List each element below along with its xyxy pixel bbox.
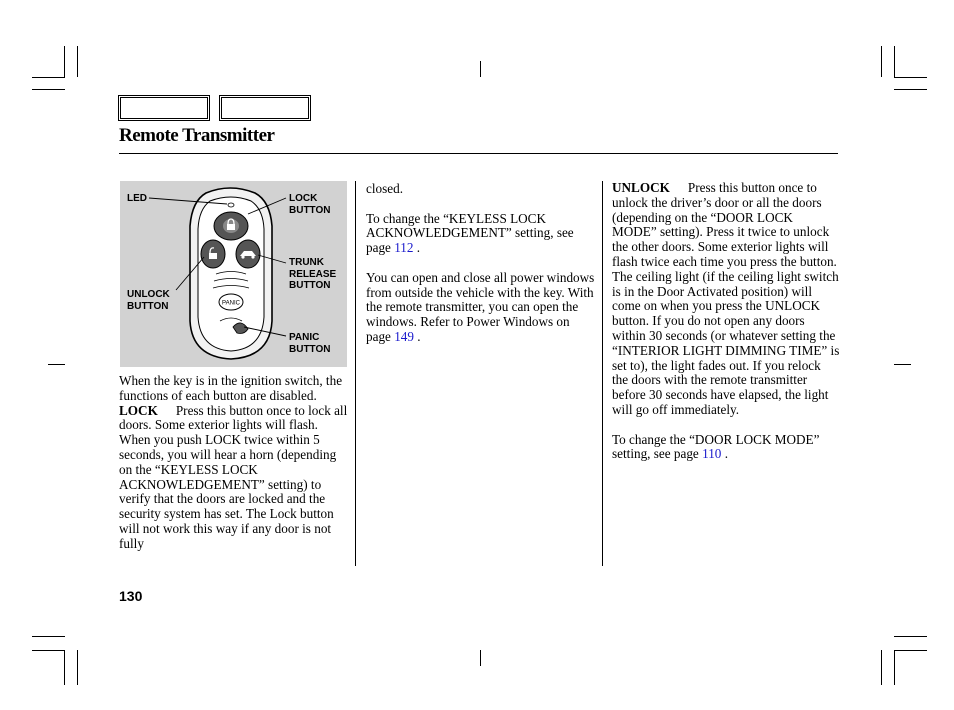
column-2-text (366, 182, 596, 345)
trunk-release-button-label: TRUNK RELEASE BUTTON (289, 257, 337, 291)
ceiling-light-paragraph: The ceiling light (if the ceiling light switch is in the Door Activated position) will come on when you press the UNLOCK button. If you do not open any doors within 30 seconds (or whatever setting the “INTERIOR LIGHT DIMMING TIME” is set to), the light fades out. If you relock the doors with the remote transmitter before 30 seconds have elapsed, the light will go off immediately. (612, 268, 840, 417)
page-number: 130 (119, 588, 143, 604)
column-1-text (119, 374, 349, 552)
panic-key-text: PANIC (222, 300, 240, 307)
led-label: LED (127, 193, 147, 204)
column-divider-1 (355, 181, 356, 566)
unlock-keyword: UNLOCK (612, 180, 670, 195)
unlock-paragraph (612, 181, 840, 270)
panic-button-label: PANIC BUTTON (289, 332, 331, 355)
page-link-110[interactable]: 110 (702, 446, 722, 462)
lock-description: Press this button once to lock all doors. Some exterior lights will flash. When you push LOCK twice within 5 seconds, you will hear a horn (depending on the “KEYLESS LOCK ACKNOWLEDGEMENT” setting) to verify that the doors are locked and the security system has set. The Lock button will not work this way if any door is not fully (119, 402, 348, 551)
power-windows-paragraph: You can open and close all power windows from outside the vehicle with the key. With the remote transmitter, you can open the windows. Refer to Power Windows on page 149 . (366, 269, 595, 344)
nav-tab-box-1[interactable] (118, 95, 210, 121)
unlock-description: Press this button once to unlock the driver’s door or all the doors (depending on the “DOOR LOCK MODE” setting). Press it twice to unlock the other doors. Some exterior lights will flash twice each time you press the button. (612, 180, 837, 269)
remote-transmitter-figure (120, 181, 347, 367)
lock-paragraph (119, 404, 349, 552)
closed-paragraph: closed. (366, 181, 403, 196)
keyless-lock-paragraph: To change the “KEYLESS LOCK ACKNOWLEDGEMENT” setting, see page 112 . (366, 210, 574, 256)
page-link-112[interactable]: 112 (394, 240, 414, 256)
nav-tab-box-2[interactable] (219, 95, 311, 121)
lock-keyword: LOCK (119, 402, 158, 418)
page-link-149[interactable]: 149 (394, 328, 414, 344)
page-title: Remote Transmitter (119, 125, 275, 146)
door-lock-mode-paragraph: To change the “DOOR LOCK MODE” setting, see page 110 . (612, 431, 820, 462)
column-3-text (612, 181, 840, 462)
column-divider-2 (602, 181, 603, 566)
title-rule (119, 153, 838, 154)
intro-paragraph: When the key is in the ignition switch, the functions of each button are disabled. (119, 373, 343, 403)
unlock-button-label: UNLOCK BUTTON (127, 289, 170, 312)
lock-button-label: LOCK BUTTON (289, 193, 331, 216)
